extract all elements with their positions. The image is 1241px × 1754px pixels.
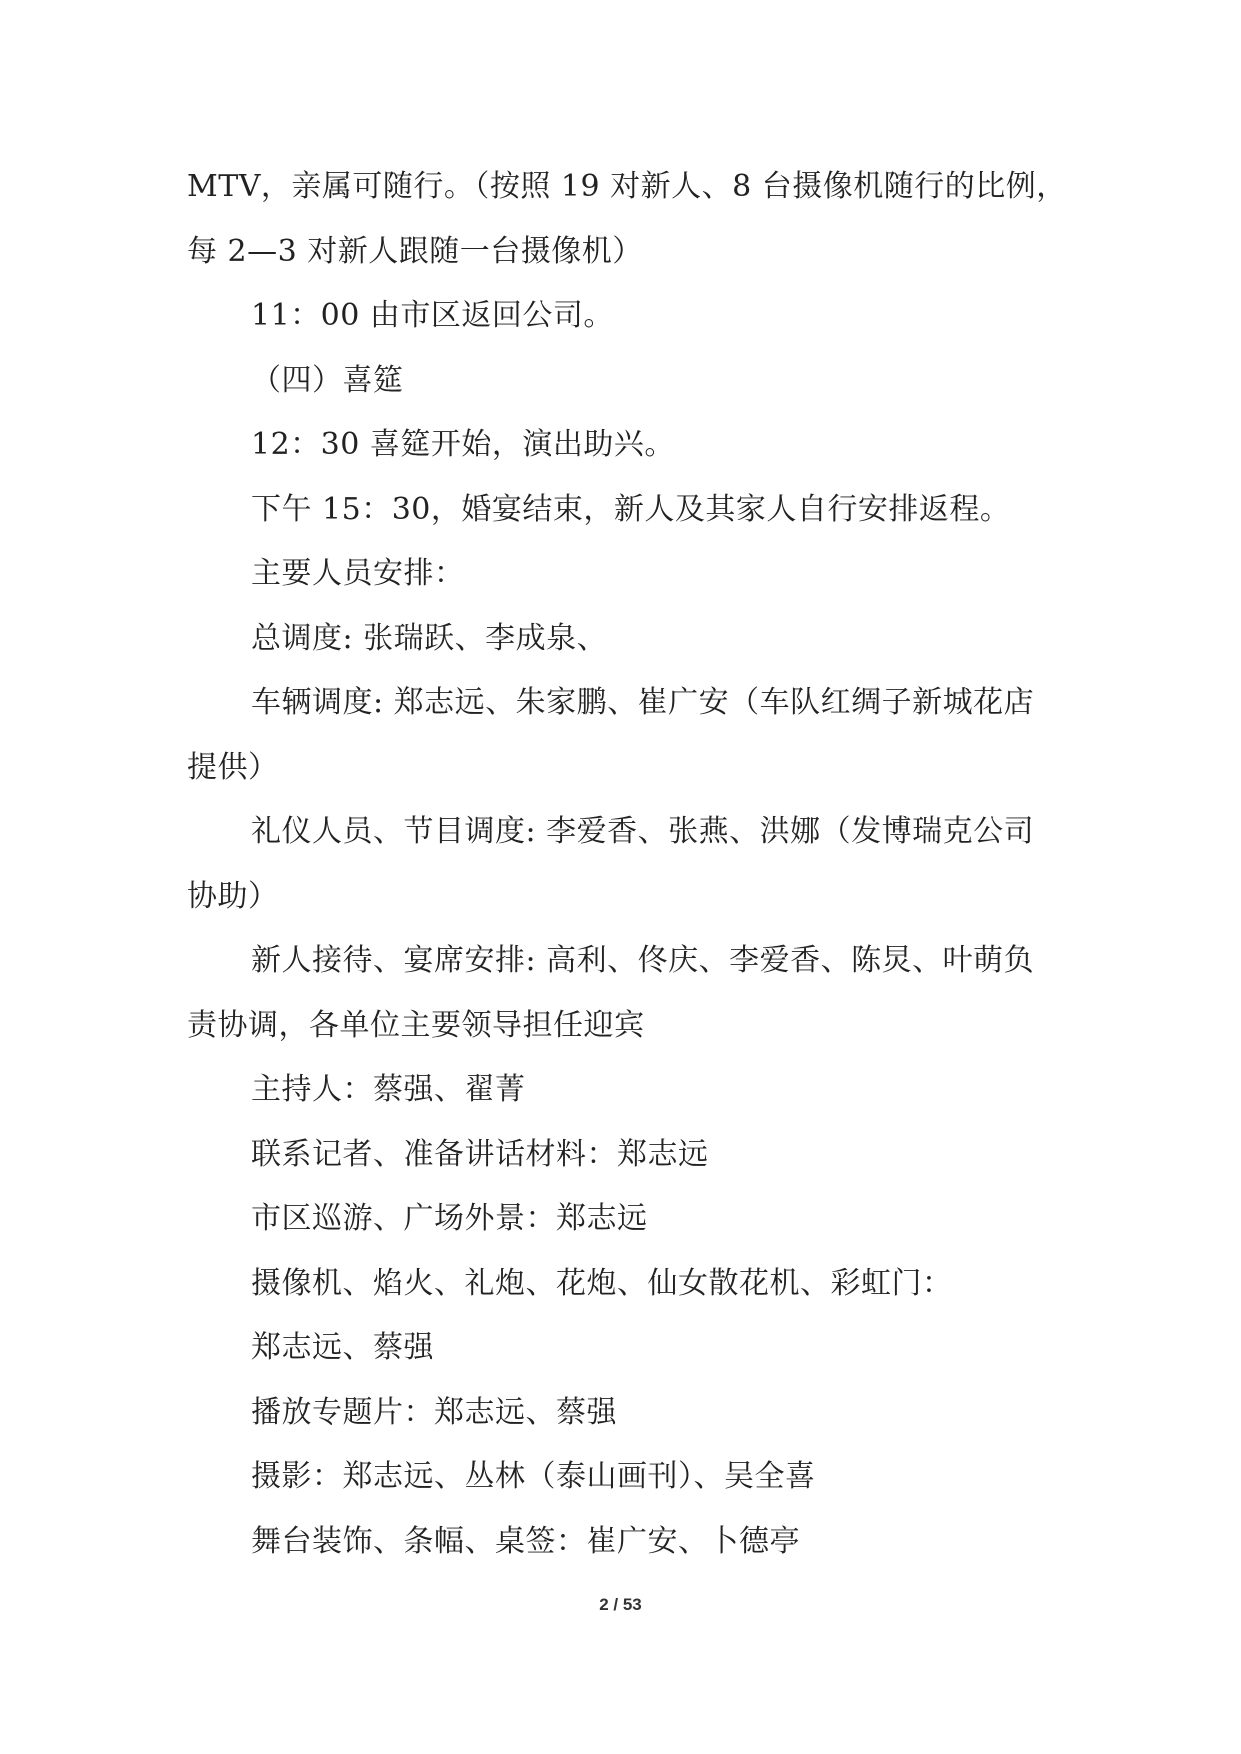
text-line: 总调度: 张瑞跃、李成泉、 (251, 620, 608, 656)
text-line: 责协调，各单位主要领导担任迎宾 (187, 1007, 645, 1043)
page-number: 2 / 53 (599, 1595, 642, 1614)
text-line: 联系记者、准备讲话材料：郑志远 (251, 1136, 709, 1172)
text-line: 主要人员安排： (251, 556, 465, 591)
text-line: 12：30 喜筵开始，演出助兴。 (251, 427, 675, 462)
text-line: 每 2—3 对新人跟随一台摄像机） (187, 233, 643, 269)
text-line: 新人接待、宴席安排: 高利、佟庆、李爱香、陈炅、叶萌负 (251, 943, 1035, 978)
text-line: 主持人：蔡强、翟菁 (251, 1072, 526, 1107)
text-line: 摄像机、焰火、礼炮、花炮、仙女散花机、彩虹门： (251, 1265, 953, 1301)
text-line: 提供） (187, 749, 279, 785)
document-body (187, 155, 1067, 1574)
section-heading: （四）喜筵 (251, 362, 404, 398)
text-line: MTV，亲属可随行。（按照 19 对新人、8 台摄像机随行的比例， (187, 169, 1067, 204)
text-line: 市区巡游、广场外景：郑志远 (251, 1201, 648, 1236)
text-line: 11：00 由市区返回公司。 (251, 298, 614, 333)
text-line: 协助） (187, 878, 279, 914)
text-line: 播放专题片：郑志远、蔡强 (251, 1394, 617, 1430)
text-line: 礼仪人员、节目调度: 李爱香、张燕、洪娜（发博瑞克公司 (251, 814, 1035, 849)
text-line: 下午 15：30，婚宴结束，新人及其家人自行安排返程。 (251, 491, 1011, 527)
text-line: 郑志远、蔡强 (251, 1330, 434, 1365)
text-line: 车辆调度: 郑志远、朱家鹏、崔广安（车队红绸子新城花店 (251, 685, 1035, 720)
text-line: 摄影：郑志远、丛林（泰山画刊）、吴全喜 (251, 1459, 816, 1494)
text-line: 舞台装饰、条幅、桌签：崔广安、卜德亭 (251, 1523, 800, 1559)
